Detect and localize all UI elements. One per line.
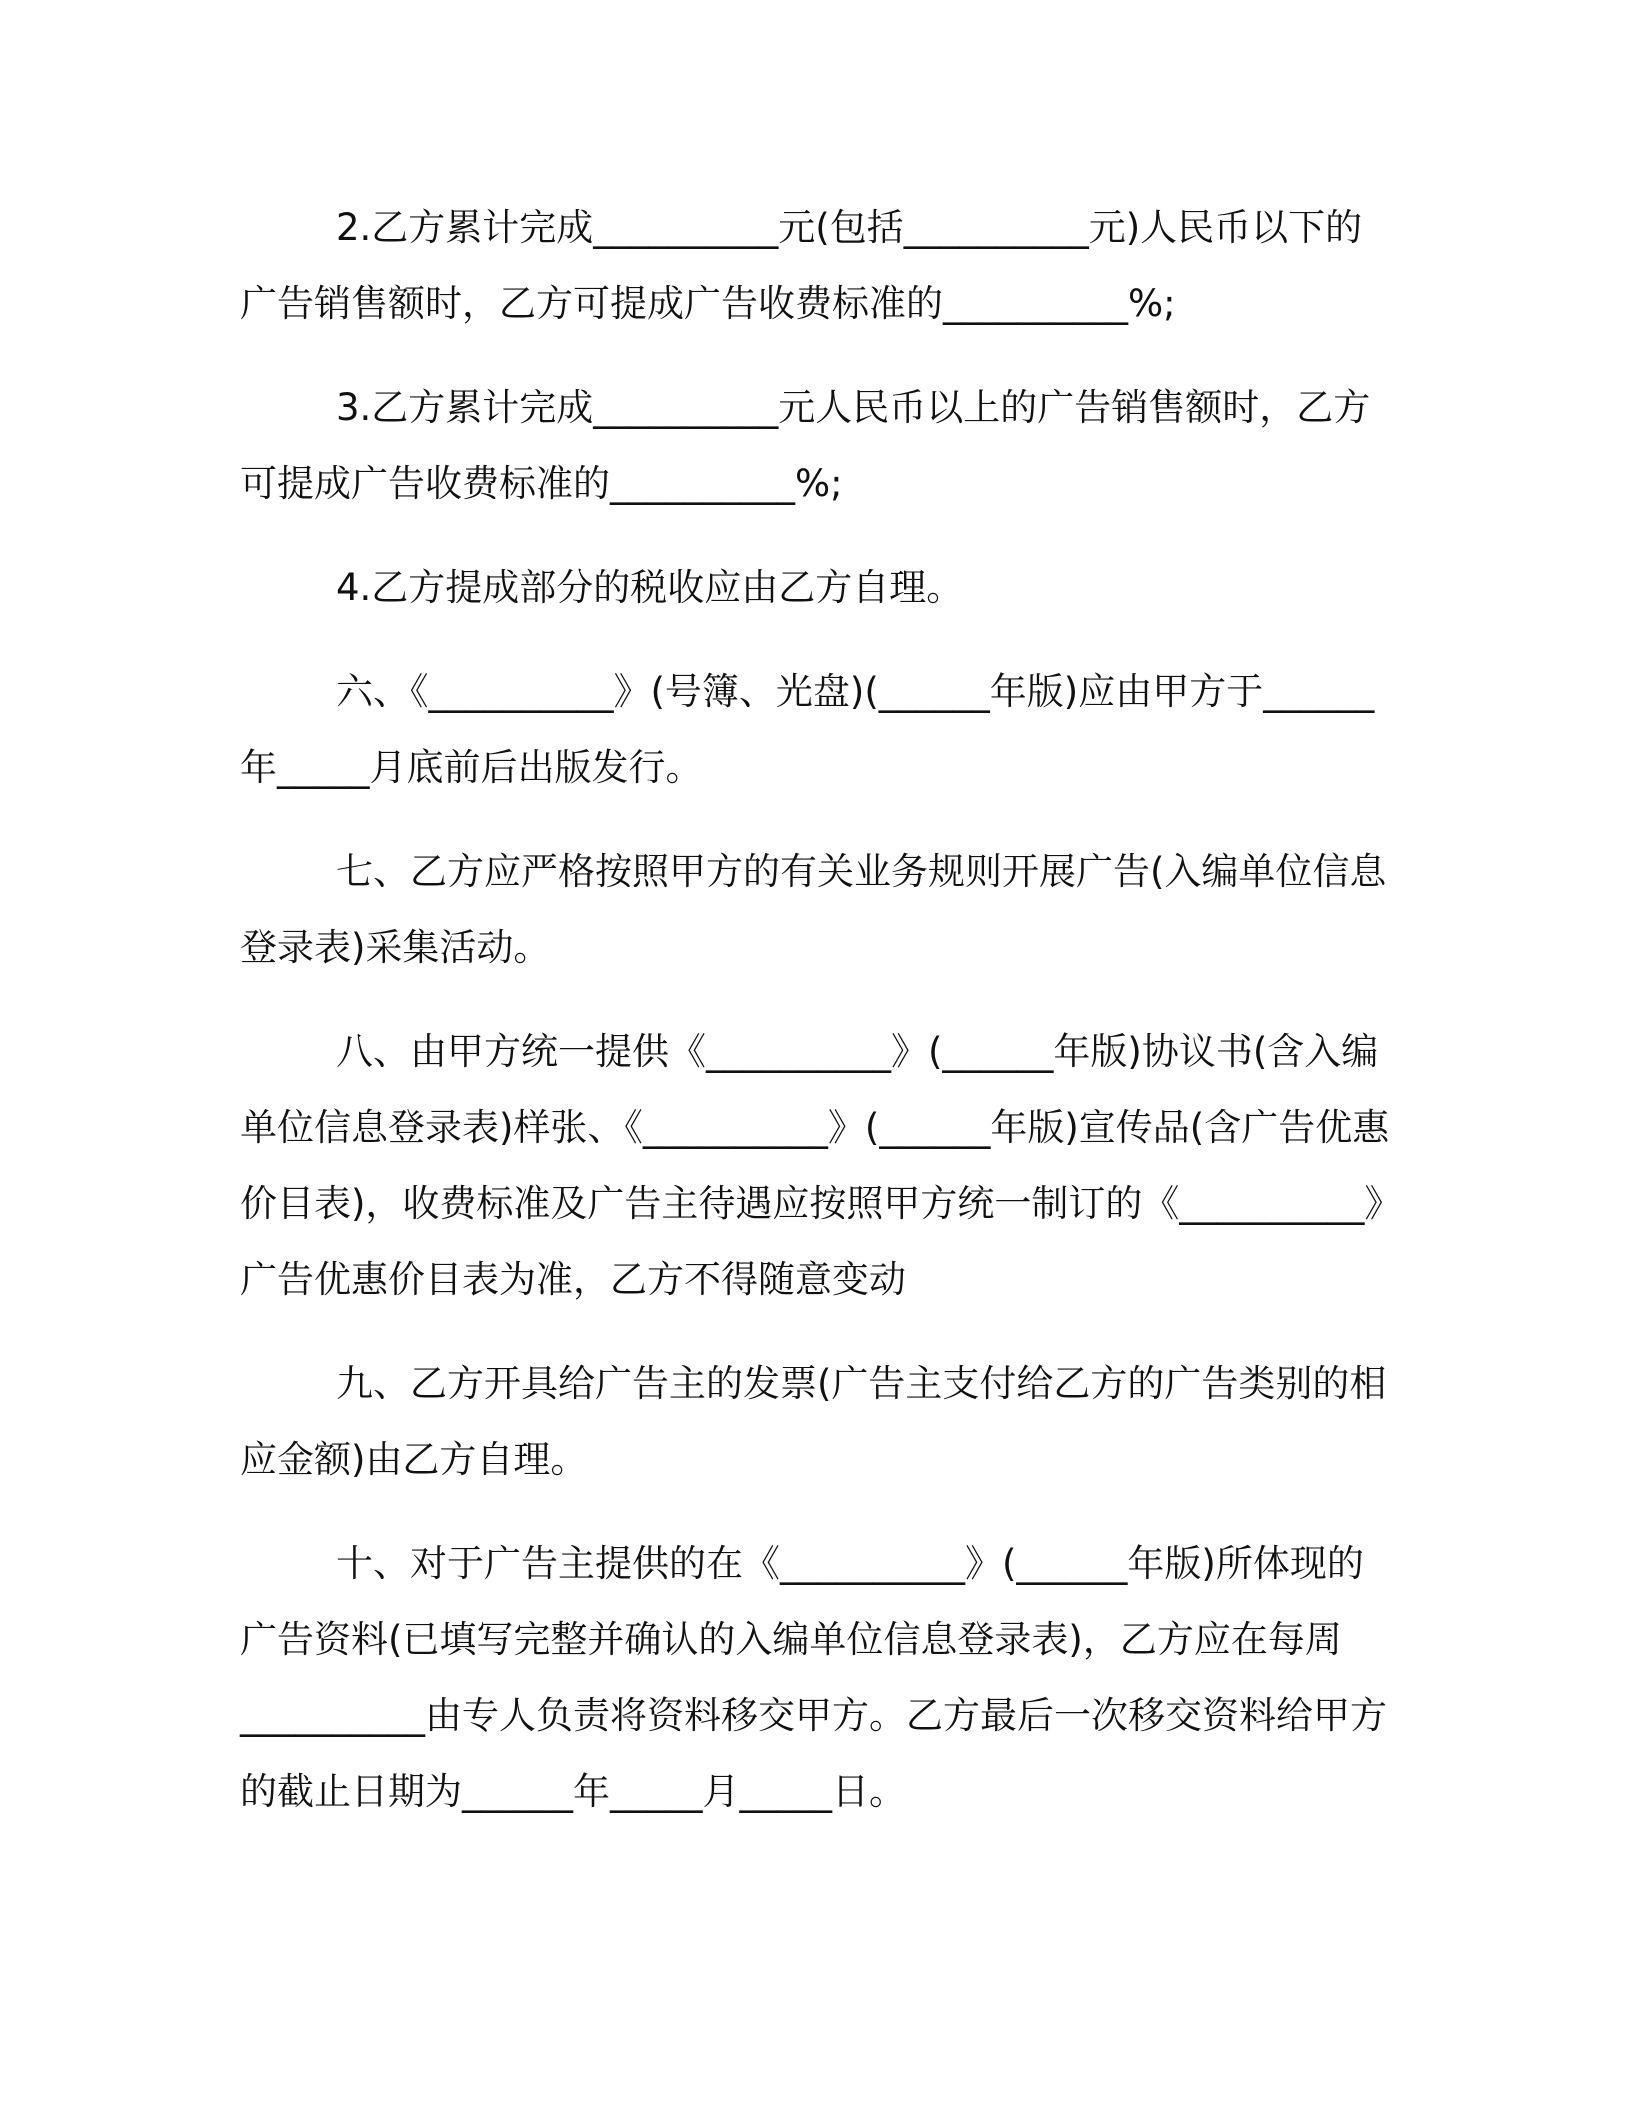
section-6-paragraph: 六、《__________》(号簿、光盘)(______年版)应由甲方于______年_____月底前后出版发行。 — [240, 670, 1375, 789]
section-9-paragraph: 九、乙方开具给广告主的发票(广告主支付给乙方的广告类别的相应金额)由乙方自理。 — [240, 1362, 1387, 1481]
clause-4-paragraph: 4.乙方提成部分的税收应由乙方自理。 — [336, 566, 964, 609]
clause-3-paragraph: 3.乙方累计完成__________元人民币以上的广告销售额时，乙方可提成广告收费标准的__________%; — [240, 386, 1371, 505]
section-7-paragraph: 七、乙方应严格按照甲方的有关业务规则开展广告(入编单位信息登录表)采集活动。 — [240, 850, 1387, 969]
section-8-paragraph: 八、由甲方统一提供《__________》(______年版)协议书(含入编单位信息登录表)样张、《__________》(______年版)宣传品(含广告优惠价目表)，收费标准及广告主待遇应按照甲方统一制订的《__________》广告优惠价目表为准，乙方不得随意变动 — [240, 1030, 1390, 1301]
clause-2-paragraph: 2.乙方累计完成__________元(包括__________元)人民币以下的广告销售额时，乙方可提成广告收费标准的__________%; — [240, 206, 1363, 325]
section-10-paragraph: 十、对于广告主提供的在《__________》(______年版)所体现的广告资料(已填写完整并确认的入编单位信息登录表)，乙方应在每周__________由专人负责将资料移交甲方。乙方最后一次移交资料给甲方的截止日期为______年_____月_____日。 — [240, 1542, 1387, 1813]
document-body — [240, 190, 1390, 1858]
